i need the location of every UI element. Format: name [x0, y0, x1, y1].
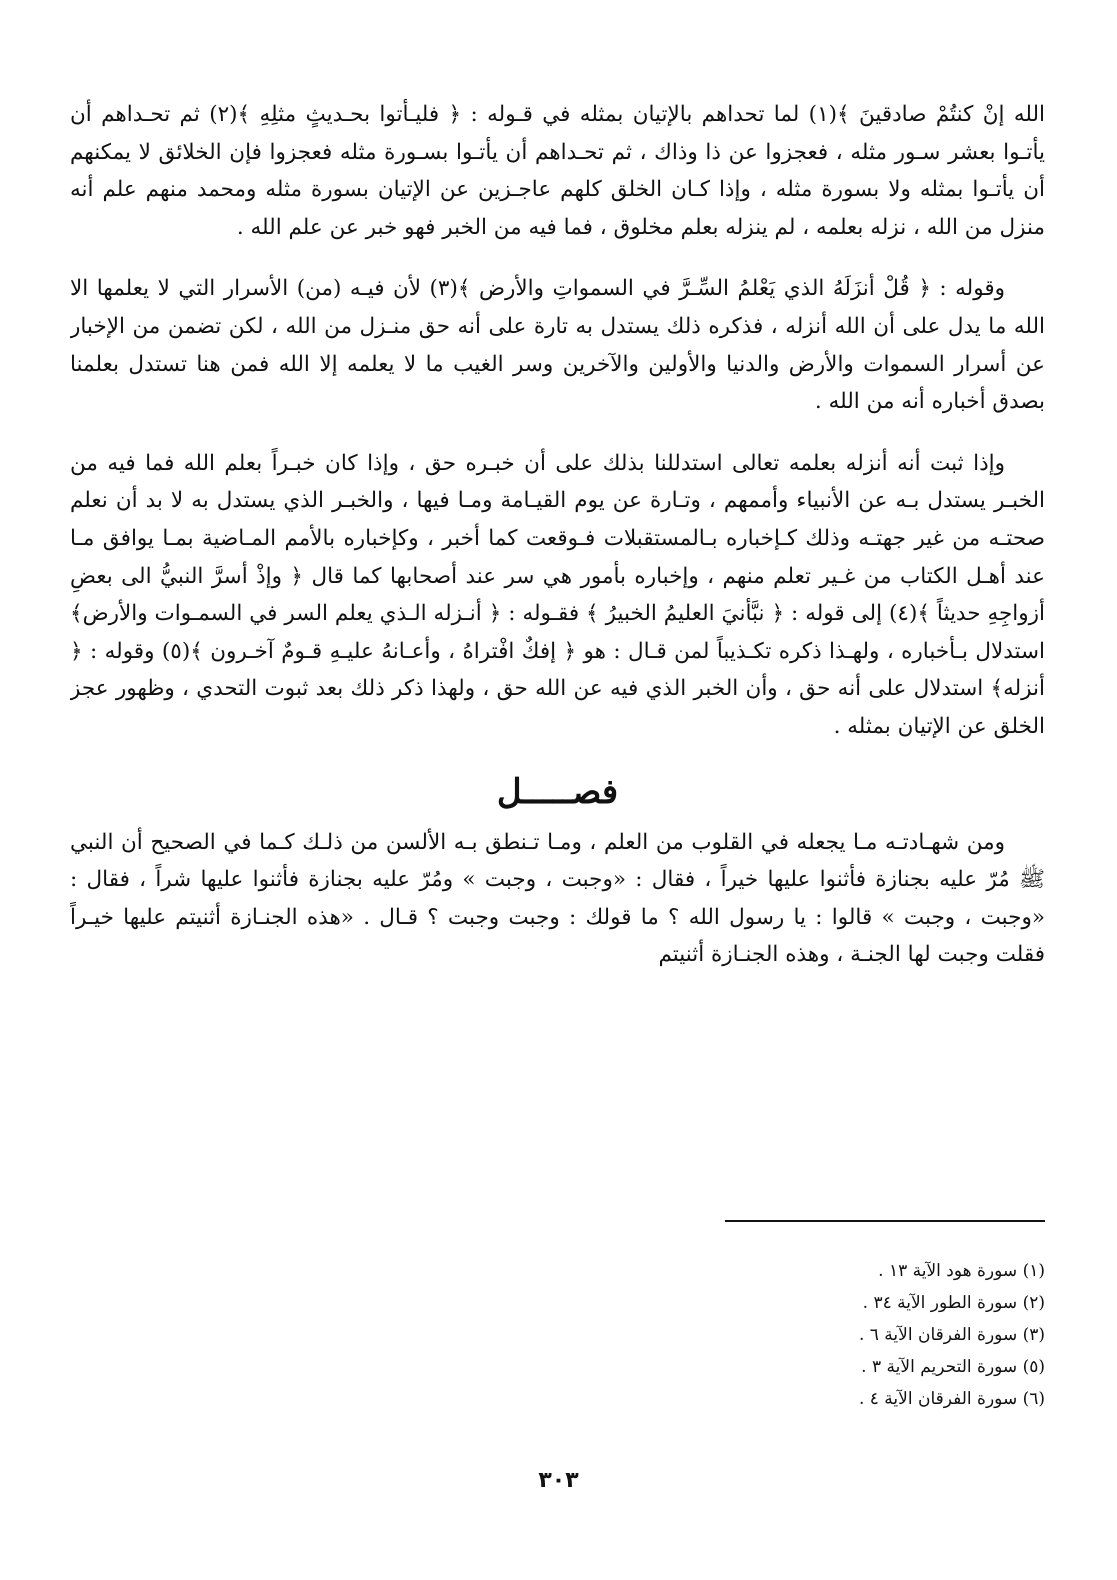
- footnotes-list: [545, 1255, 1045, 1415]
- footnote-item: (٢) سورة الطور الآية ٣٤ .: [862, 1293, 1045, 1313]
- paragraph-1: الله إنْ كنتُمْ صادقينَ ﴾(١) لما تحداهم بالإتيان بمثله في قـوله : ﴿ فليـأتوا بحـديثٍ مثلِهِ ﴾(٢) ثم تحـداهم أن يأتـوا بعشر سـور مثله ، فعجزوا عن ذا وذاك ، ثم تحـداهم أن يأتـوا بسـورة مثله فعجزوا فإن الخلائق لا يمكنهم أن يأتـوا بمثله ولا بسورة مثله ، وإذا كـان الخلق كلهم عاجـزين عن الإتيان بسورة مثله ومحمد منهم علم أنه منزل من الله ، نزله بعلمه ، لم ينزله بعلم مخلوق ، فما فيه من الخبر فهو خبر عن علم الله .: [70, 102, 1045, 240]
- footnote-divider: [725, 1220, 1045, 1222]
- section-heading-text: فصـــــل: [496, 771, 619, 812]
- paragraph-3: وإذا ثبت أنه أنزله بعلمه تعالى استدللنا بذلك على أن خبـره حق ، وإذا كان خبـراً بعلم الله فما فيه من الخبـر يستدل بـه عن الأنبياء وأممهم ، وتـارة عن يوم القيـامة ومـا فيها ، والخبـر الذي يستدل به لا بد أن نعلم صحتـه من غير جهتـه وذلك كـإخباره بـالمستقبلات فـوقعت كما أخبر ، وكإخباره بالأمم المـاضية بمـا يوافق مـا عند أهـل الكتاب من غـير تعلم منهم ، وإخباره بأمور هي سر عند أصحابها كما قال ﴿ وإذْ أسرَّ النبيُّ الى بعضِ أزواجِهِ حديثاً ﴾(٤) إلى قوله : ﴿ نبَّأنيَ العليمُ الخبيرُ ﴾ فقـوله : ﴿ أنـزله الـذي يعلم السر في السمـوات والأرض﴾ استدلال بـأخباره ، ولهـذا ذكره تكـذيباً لمن قـال : هو ﴿ إفكٌ افْتراهُ ، وأعـانهُ عليـهِ قـومٌ آخـرون ﴾(٥) وقوله : ﴿ أنزله﴾ استدلال على أنه حق ، وأن الخبر الذي فيه عن الله حق ، ولهذا ذكر ذلك بعد ثبوت التحدي ، وظهور عجز الخلق عن الإتيان بمثله .: [70, 450, 1045, 739]
- footnote-item: (٣) سورة الفرقان الآية ٦ .: [858, 1325, 1045, 1345]
- footnote-item: (٥) سورة التحريم الآية ٣ .: [861, 1357, 1045, 1377]
- main-text: [70, 96, 1045, 1206]
- section-heading: [70, 770, 1045, 814]
- page-number: ٣٠٣: [538, 1468, 579, 1493]
- paragraph-2: وقوله : ﴿ قُلْ أنزَلَهُ الذي يَعْلمُ السِّـرَّ في السمواتِ والأرض ﴾(٣) لأن فيـه (من) الأسرار التي لا يعلمها الا الله ما يدل على أن الله أنزله ، فذكره ذلك يستدل به تارة على أنه حق منـزل من الله ، لكن تضمن من الإخبار عن أسرار السموات والأرض والدنيا والأولين والآخرين وسر الغيب ما لا يعلمه إلا الله فمن هنا تستدل بعلمنا بصدق أخباره أنه من الله .: [70, 276, 1045, 415]
- footnote-item: (٦) سورة الفرقان الآية ٤ .: [858, 1389, 1045, 1409]
- footnote-item: (١) سورة هود الآية ١٣ .: [878, 1261, 1045, 1281]
- section-paragraph: ومن شهـادتـه مـا يجعله في القلوب من العلم ، ومـا تـنطق بـه الألسن من ذلـك كـما في الصحيح أن النبي ﷺ مُرّ عليه بجنازة فأثنوا عليها خيراً ، فقال : «وجبت ، وجبت » ومُرّ عليه بجنازة فأثنوا عليها شراً ، فقال : «وجبت ، وجبت » قالوا : يا رسول الله ؟ ما قولك : وجبت وجبت ؟ قـال . «هذه الجنـازة أثنيتم عليها خيـراً فقلت وجبت لها الجنـة ، وهذه الجنـازة أثنيتم: [70, 829, 1045, 968]
